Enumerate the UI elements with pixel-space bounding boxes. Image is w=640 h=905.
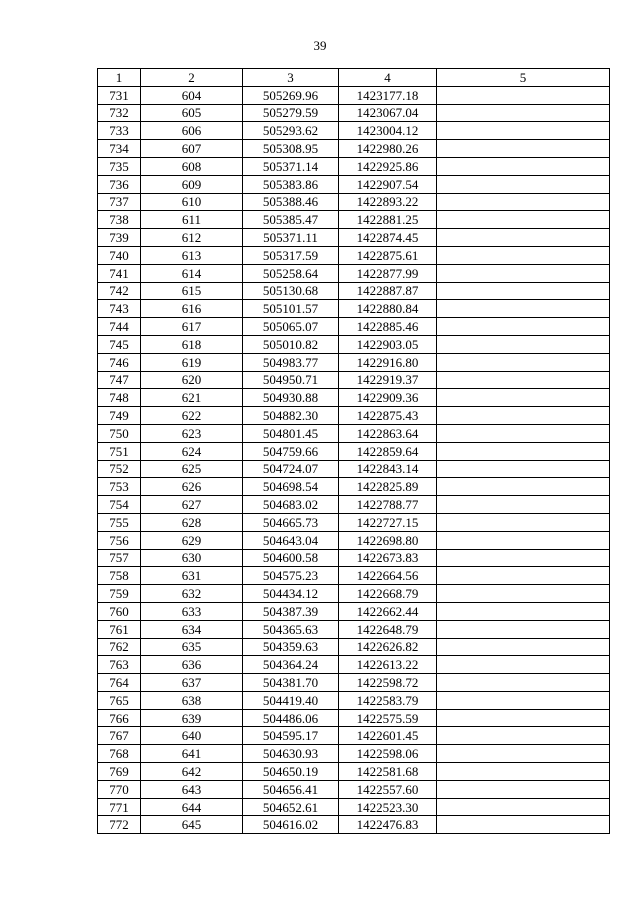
table-cell-col-1: 741 (98, 264, 141, 282)
table-row (98, 656, 610, 674)
table-cell-col-5 (437, 567, 610, 585)
table-cell-col-2: 613 (141, 246, 243, 264)
table-cell-col-2: 619 (141, 353, 243, 371)
table-cell-col-2: 637 (141, 674, 243, 692)
table-cell-col-2: 618 (141, 335, 243, 353)
table-cell-col-1: 742 (98, 282, 141, 300)
table-cell-col-1: 760 (98, 602, 141, 620)
table-cell-col-3: 504656.41 (243, 780, 339, 798)
table-cell-col-4: 1423004.12 (339, 122, 437, 140)
table-cell-col-5 (437, 585, 610, 603)
table-cell-col-4: 1422613.22 (339, 656, 437, 674)
table-cell-col-3: 504801.45 (243, 424, 339, 442)
table-cell-col-1: 735 (98, 157, 141, 175)
table-cell-col-2: 625 (141, 460, 243, 478)
table-cell-col-4: 1422916.80 (339, 353, 437, 371)
table-row (98, 318, 610, 336)
table-cell-col-1: 745 (98, 335, 141, 353)
table-cell-col-3: 505383.86 (243, 175, 339, 193)
table-cell-col-1: 739 (98, 229, 141, 247)
table-cell-col-5 (437, 620, 610, 638)
table-cell-col-5 (437, 531, 610, 549)
table-cell-col-5 (437, 122, 610, 140)
table-row (98, 442, 610, 460)
table-cell-col-1: 754 (98, 496, 141, 514)
column-header-5: 5 (437, 69, 610, 87)
table-cell-col-5 (437, 318, 610, 336)
table-cell-col-4: 1422673.83 (339, 549, 437, 567)
table-cell-col-2: 606 (141, 122, 243, 140)
table-cell-col-2: 605 (141, 104, 243, 122)
table-cell-col-2: 620 (141, 371, 243, 389)
table-cell-col-1: 761 (98, 620, 141, 638)
table-cell-col-3: 505371.14 (243, 157, 339, 175)
table-cell-col-1: 744 (98, 318, 141, 336)
table-cell-col-1: 734 (98, 140, 141, 158)
table-cell-col-4: 1422843.14 (339, 460, 437, 478)
table-cell-col-1: 738 (98, 211, 141, 229)
table-row (98, 709, 610, 727)
table-cell-col-4: 1422825.89 (339, 478, 437, 496)
table-cell-col-5 (437, 513, 610, 531)
table-cell-col-2: 611 (141, 211, 243, 229)
table-cell-col-2: 628 (141, 513, 243, 531)
table-cell-col-2: 622 (141, 407, 243, 425)
table-cell-col-3: 505258.64 (243, 264, 339, 282)
table-cell-col-2: 627 (141, 496, 243, 514)
table-cell-col-5 (437, 371, 610, 389)
table-cell-col-5 (437, 602, 610, 620)
table-cell-col-4: 1422598.72 (339, 674, 437, 692)
table-cell-col-5 (437, 727, 610, 745)
table-cell-col-5 (437, 353, 610, 371)
table-row (98, 282, 610, 300)
table-cell-col-5 (437, 780, 610, 798)
table-cell-col-2: 631 (141, 567, 243, 585)
table-row (98, 424, 610, 442)
table-cell-col-4: 1422877.99 (339, 264, 437, 282)
table-cell-col-4: 1422662.44 (339, 602, 437, 620)
table-cell-col-2: 638 (141, 691, 243, 709)
table-row (98, 816, 610, 834)
table-cell-col-4: 1422919.37 (339, 371, 437, 389)
table-row (98, 496, 610, 514)
table-cell-col-3: 504698.54 (243, 478, 339, 496)
table-cell-col-3: 504930.88 (243, 389, 339, 407)
table-cell-col-3: 505388.46 (243, 193, 339, 211)
table-cell-col-4: 1422598.06 (339, 745, 437, 763)
table-cell-col-1: 746 (98, 353, 141, 371)
table-cell-col-3: 504650.19 (243, 763, 339, 781)
table-row (98, 157, 610, 175)
table-cell-col-4: 1422885.46 (339, 318, 437, 336)
table-cell-col-1: 743 (98, 300, 141, 318)
table-cell-col-4: 1422875.61 (339, 246, 437, 264)
table-cell-col-4: 1422863.64 (339, 424, 437, 442)
table-cell-col-5 (437, 300, 610, 318)
table-cell-col-3: 504724.07 (243, 460, 339, 478)
table-cell-col-5 (437, 763, 610, 781)
table-cell-col-1: 769 (98, 763, 141, 781)
table-row (98, 691, 610, 709)
table-cell-col-1: 751 (98, 442, 141, 460)
table-cell-col-3: 505279.59 (243, 104, 339, 122)
table-row (98, 602, 610, 620)
table-cell-col-5 (437, 496, 610, 514)
table-cell-col-5 (437, 424, 610, 442)
table-cell-col-4: 1422583.79 (339, 691, 437, 709)
table-cell-col-5 (437, 460, 610, 478)
table-cell-col-1: 771 (98, 798, 141, 816)
table-cell-col-1: 737 (98, 193, 141, 211)
table-cell-col-1: 740 (98, 246, 141, 264)
table-cell-col-3: 505317.59 (243, 246, 339, 264)
table-cell-col-3: 504643.04 (243, 531, 339, 549)
table-cell-col-4: 1423067.04 (339, 104, 437, 122)
table-cell-col-2: 643 (141, 780, 243, 798)
table-cell-col-1: 763 (98, 656, 141, 674)
table-row (98, 798, 610, 816)
table-cell-col-3: 504595.17 (243, 727, 339, 745)
table-row (98, 86, 610, 104)
table-cell-col-1: 731 (98, 86, 141, 104)
table-row (98, 335, 610, 353)
table-cell-col-1: 765 (98, 691, 141, 709)
coordinates-table (97, 68, 610, 834)
table-cell-col-5 (437, 709, 610, 727)
table-cell-col-3: 505385.47 (243, 211, 339, 229)
table-row (98, 211, 610, 229)
table-cell-col-2: 645 (141, 816, 243, 834)
table-row (98, 638, 610, 656)
table-cell-col-3: 504600.58 (243, 549, 339, 567)
table-row (98, 460, 610, 478)
table-cell-col-5 (437, 211, 610, 229)
table-cell-col-1: 758 (98, 567, 141, 585)
table-row (98, 353, 610, 371)
table-cell-col-4: 1422903.05 (339, 335, 437, 353)
table-cell-col-2: 608 (141, 157, 243, 175)
table-cell-col-1: 759 (98, 585, 141, 603)
table-row (98, 193, 610, 211)
table-cell-col-4: 1422601.45 (339, 727, 437, 745)
table-row (98, 531, 610, 549)
table-cell-col-4: 1422880.84 (339, 300, 437, 318)
table-cell-col-1: 753 (98, 478, 141, 496)
table-cell-col-2: 633 (141, 602, 243, 620)
table-cell-col-2: 612 (141, 229, 243, 247)
table-cell-col-2: 642 (141, 763, 243, 781)
table-cell-col-2: 641 (141, 745, 243, 763)
table-cell-col-1: 750 (98, 424, 141, 442)
table-cell-col-2: 640 (141, 727, 243, 745)
table-cell-col-5 (437, 282, 610, 300)
table-cell-col-1: 767 (98, 727, 141, 745)
table-cell-col-3: 505130.68 (243, 282, 339, 300)
table-body (98, 86, 610, 833)
column-header-4: 4 (339, 69, 437, 87)
table-cell-col-2: 629 (141, 531, 243, 549)
table-cell-col-2: 614 (141, 264, 243, 282)
table-cell-col-2: 639 (141, 709, 243, 727)
table-cell-col-5 (437, 264, 610, 282)
table-cell-col-1: 770 (98, 780, 141, 798)
table-cell-col-3: 504759.66 (243, 442, 339, 460)
table-cell-col-5 (437, 86, 610, 104)
table-cell-col-5 (437, 442, 610, 460)
table-cell-col-4: 1422557.60 (339, 780, 437, 798)
table-cell-col-4: 1422698.80 (339, 531, 437, 549)
table-cell-col-2: 630 (141, 549, 243, 567)
table-cell-col-5 (437, 104, 610, 122)
table-cell-col-3: 504365.63 (243, 620, 339, 638)
table-cell-col-4: 1422575.59 (339, 709, 437, 727)
table-row (98, 264, 610, 282)
table-cell-col-4: 1423177.18 (339, 86, 437, 104)
table-cell-col-3: 504486.06 (243, 709, 339, 727)
table-cell-col-3: 504434.12 (243, 585, 339, 603)
table-row (98, 763, 610, 781)
table-row (98, 745, 610, 763)
table-cell-col-3: 505101.57 (243, 300, 339, 318)
table-cell-col-5 (437, 175, 610, 193)
table-cell-col-2: 634 (141, 620, 243, 638)
table-cell-col-5 (437, 193, 610, 211)
table-cell-col-5 (437, 140, 610, 158)
table-cell-col-2: 609 (141, 175, 243, 193)
table-cell-col-5 (437, 798, 610, 816)
table-cell-col-3: 504364.24 (243, 656, 339, 674)
table-cell-col-1: 768 (98, 745, 141, 763)
table-row (98, 674, 610, 692)
table-cell-col-1: 764 (98, 674, 141, 692)
table-cell-col-5 (437, 638, 610, 656)
table-cell-col-2: 644 (141, 798, 243, 816)
table-cell-col-1: 756 (98, 531, 141, 549)
table-cell-col-3: 504419.40 (243, 691, 339, 709)
table-cell-col-2: 617 (141, 318, 243, 336)
table-cell-col-3: 504575.23 (243, 567, 339, 585)
table-cell-col-1: 736 (98, 175, 141, 193)
table-cell-col-5 (437, 656, 610, 674)
table-cell-col-5 (437, 157, 610, 175)
table-row (98, 300, 610, 318)
table-cell-col-2: 636 (141, 656, 243, 674)
table-cell-col-2: 623 (141, 424, 243, 442)
table-cell-col-5 (437, 691, 610, 709)
table-cell-col-3: 505269.96 (243, 86, 339, 104)
table-cell-col-1: 747 (98, 371, 141, 389)
table-header-row (98, 69, 610, 87)
table-cell-col-1: 748 (98, 389, 141, 407)
table-cell-col-4: 1422626.82 (339, 638, 437, 656)
table-row (98, 122, 610, 140)
table-cell-col-4: 1422893.22 (339, 193, 437, 211)
table-cell-col-1: 732 (98, 104, 141, 122)
table-row (98, 371, 610, 389)
table-row (98, 620, 610, 638)
table-cell-col-4: 1422664.56 (339, 567, 437, 585)
table-cell-col-1: 757 (98, 549, 141, 567)
table-cell-col-1: 762 (98, 638, 141, 656)
column-header-2: 2 (141, 69, 243, 87)
table-row (98, 175, 610, 193)
table-cell-col-3: 504983.77 (243, 353, 339, 371)
table-cell-col-5 (437, 246, 610, 264)
table-row (98, 246, 610, 264)
table-cell-col-2: 616 (141, 300, 243, 318)
table-cell-col-4: 1422907.54 (339, 175, 437, 193)
table-cell-col-5 (437, 674, 610, 692)
table-row (98, 478, 610, 496)
table-cell-col-2: 607 (141, 140, 243, 158)
table-cell-col-3: 504665.73 (243, 513, 339, 531)
table-row (98, 389, 610, 407)
table-cell-col-5 (437, 745, 610, 763)
table-cell-col-1: 733 (98, 122, 141, 140)
table-cell-col-3: 505293.62 (243, 122, 339, 140)
column-header-3: 3 (243, 69, 339, 87)
table-cell-col-5 (437, 335, 610, 353)
table-row (98, 140, 610, 158)
table-cell-col-5 (437, 816, 610, 834)
table-cell-col-5 (437, 549, 610, 567)
table-row (98, 567, 610, 585)
table-row (98, 407, 610, 425)
table-cell-col-1: 755 (98, 513, 141, 531)
table-cell-col-4: 1422523.30 (339, 798, 437, 816)
page-number: 39 (313, 38, 327, 53)
table-row (98, 229, 610, 247)
table-cell-col-2: 635 (141, 638, 243, 656)
table-cell-col-3: 504381.70 (243, 674, 339, 692)
table-cell-col-3: 504630.93 (243, 745, 339, 763)
table-cell-col-4: 1422476.83 (339, 816, 437, 834)
table-cell-col-4: 1422909.36 (339, 389, 437, 407)
table-cell-col-3: 504882.30 (243, 407, 339, 425)
table-cell-col-3: 505010.82 (243, 335, 339, 353)
table-cell-col-4: 1422727.15 (339, 513, 437, 531)
table-cell-col-5 (437, 407, 610, 425)
table-cell-col-5 (437, 478, 610, 496)
table-cell-col-4: 1422668.79 (339, 585, 437, 603)
table-cell-col-4: 1422581.68 (339, 763, 437, 781)
table-cell-col-4: 1422788.77 (339, 496, 437, 514)
table-cell-col-3: 505371.11 (243, 229, 339, 247)
table-row (98, 727, 610, 745)
table-cell-col-4: 1422859.64 (339, 442, 437, 460)
table-cell-col-1: 752 (98, 460, 141, 478)
table-cell-col-3: 504387.39 (243, 602, 339, 620)
table-cell-col-2: 610 (141, 193, 243, 211)
table-cell-col-3: 504359.63 (243, 638, 339, 656)
table-cell-col-4: 1422881.25 (339, 211, 437, 229)
table-cell-col-3: 504652.61 (243, 798, 339, 816)
table-cell-col-1: 766 (98, 709, 141, 727)
table-cell-col-2: 604 (141, 86, 243, 104)
table-cell-col-2: 624 (141, 442, 243, 460)
table-cell-col-5 (437, 389, 610, 407)
table-cell-col-4: 1422887.87 (339, 282, 437, 300)
table-cell-col-3: 505065.07 (243, 318, 339, 336)
table-row (98, 513, 610, 531)
table-cell-col-4: 1422874.45 (339, 229, 437, 247)
table-cell-col-2: 621 (141, 389, 243, 407)
table-row (98, 585, 610, 603)
table-cell-col-4: 1422875.43 (339, 407, 437, 425)
table-cell-col-2: 626 (141, 478, 243, 496)
table-cell-col-3: 504683.02 (243, 496, 339, 514)
table-cell-col-1: 749 (98, 407, 141, 425)
column-header-1: 1 (98, 69, 141, 87)
table-cell-col-4: 1422925.86 (339, 157, 437, 175)
table-cell-col-4: 1422648.79 (339, 620, 437, 638)
table-row (98, 549, 610, 567)
table-cell-col-1: 772 (98, 816, 141, 834)
table-row (98, 104, 610, 122)
table-cell-col-3: 504616.02 (243, 816, 339, 834)
table-cell-col-3: 505308.95 (243, 140, 339, 158)
table-cell-col-3: 504950.71 (243, 371, 339, 389)
table-row (98, 780, 610, 798)
table-cell-col-2: 615 (141, 282, 243, 300)
table-cell-col-2: 632 (141, 585, 243, 603)
table-cell-col-4: 1422980.26 (339, 140, 437, 158)
table-cell-col-5 (437, 229, 610, 247)
